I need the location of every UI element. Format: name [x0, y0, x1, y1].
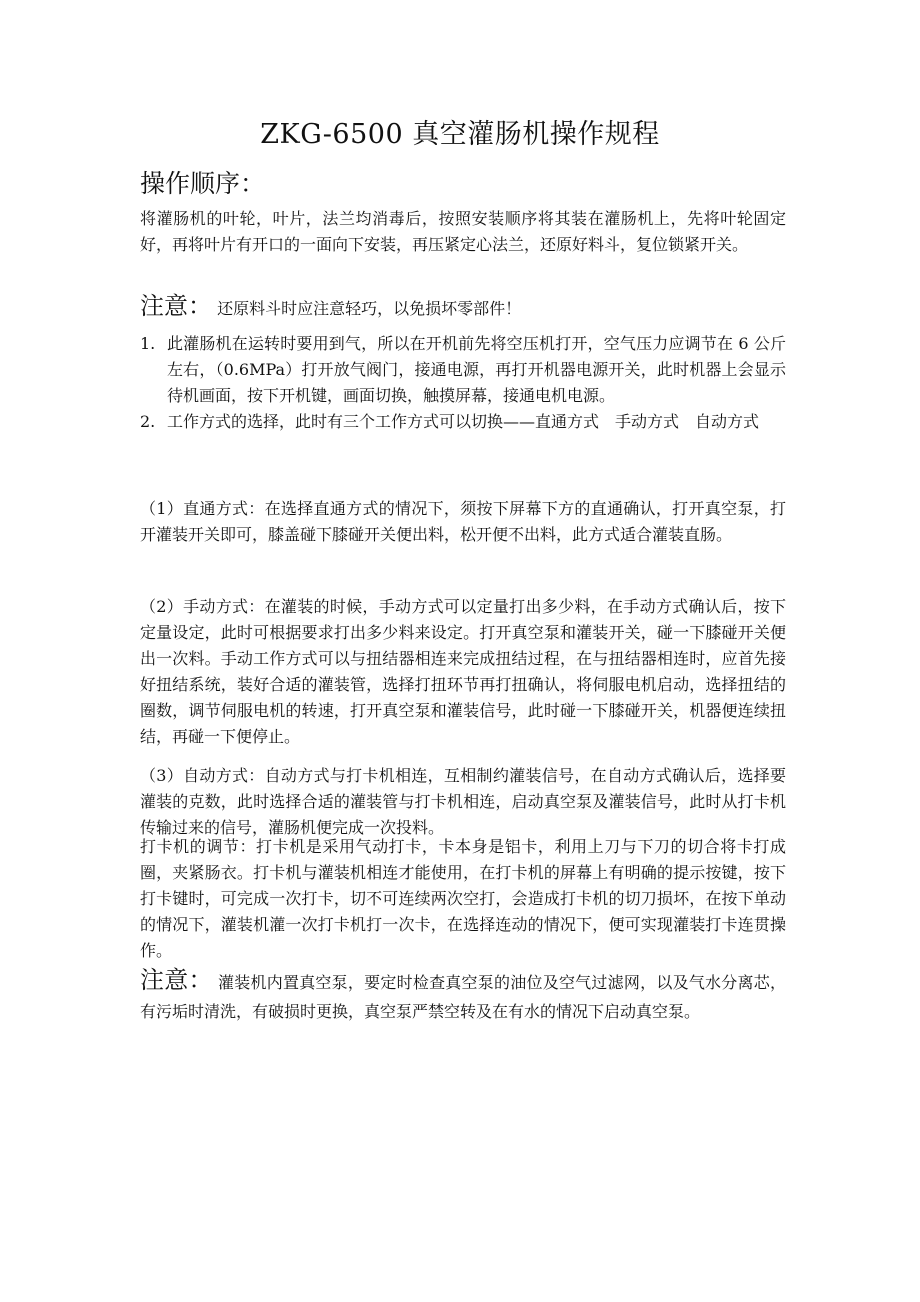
note-1-label: 注意：	[140, 292, 212, 320]
step-text: 此灌肠机在运转时要用到气，所以在开机前先将空压机打开，空气压力应调节在 6 公斤左右，（0.6MPa）打开放气阀门，接通电源，再打开机器电源开关，此时机器上会显示待机画面，按下开机键，画面切换，触摸屏幕，接通电机电源。	[167, 334, 786, 405]
step-number: 2.	[140, 412, 156, 431]
mode-direct-paragraph: （1）直通方式：在选择直通方式的情况下，须按下屏幕下方的直通确认，打开真空泵，打开灌装开关即可，膝盖碰下膝碰开关便出料，松开便不出料，此方式适合灌装直肠。	[140, 499, 786, 544]
intro-paragraph: 将灌肠机的叶轮，叶片，法兰均消毒后，按照安装顺序将其装在灌肠机上，先将叶轮固定好，再将叶片有开口的一面向下安装，再压紧定心法兰，还原好料斗，复位锁紧开关。	[140, 209, 786, 254]
note-1	[140, 289, 786, 323]
steps-list	[140, 331, 786, 435]
list-item	[140, 409, 786, 435]
list-item	[140, 331, 786, 409]
mode-manual-paragraph: （2）手动方式：在灌装的时候，手动方式可以定量打出多少料，在手动方式确认后，按下定量设定，此时可根据要求打出多少料来设定。打开真空泵和灌装开关，碰一下膝碰开关便出一次料。手动工作方式可以与扭结器相连来完成扭结过程，在与扭结器相连时，应首先接好扭结系统，装好合适的灌装管，选择打扭环节再打扭确认，将伺服电机启动，选择扭结的圈数，调节伺服电机的转速，打开真空泵和灌装信号，此时碰一下膝碰开关，机器便连续扭结，再碰一下便停止。	[140, 597, 786, 746]
step-text: 工作方式的选择，此时有三个工作方式可以切换——直通方式 手动方式 自动方式	[167, 412, 760, 431]
mode-auto-paragraph: （3）自动方式：自动方式与打卡机相连，互相制约灌装信号，在自动方式确认后，选择要灌装的克数，此时选择合适的灌装管与打卡机相连，启动真空泵及灌装信号，此时从打卡机传输过来的信号，灌肠机便完成一次投料。	[140, 766, 786, 837]
step-number: 1.	[140, 334, 156, 353]
note-2-label: 注意：	[140, 966, 213, 994]
note-2	[140, 966, 786, 1026]
note-2-text: 灌装机内置真空泵，要定时检查真空泵的油位及空气过滤网，以及气水分离芯，有污垢时清洗，有破损时更换，真空泵严禁空转及在有水的情况下启动真空泵。	[140, 973, 786, 1021]
note-1-text: 还原料斗时应注意轻巧，以免损坏零部件！	[217, 299, 522, 318]
document-title: ZKG-6500 真空灌肠机操作规程	[260, 119, 660, 150]
clipper-adjust-paragraph: 打卡机的调节：打卡机是采用气动打卡，卡本身是铝卡，利用上刀与下刀的切合将卡打成圈，夹紧肠衣。打卡机与灌装机相连才能使用，在打卡机的屏幕上有明确的提示按键，按下打卡键时，可完成一次打卡，切不可连续两次空打，会造成打卡机的切刀损坏，在按下单动的情况下，灌装机灌一次打卡机打一次卡，在选择连动的情况下，便可实现灌装打卡连贯操作。	[140, 837, 786, 960]
section-heading-operation-order: 操作顺序：	[140, 169, 266, 198]
